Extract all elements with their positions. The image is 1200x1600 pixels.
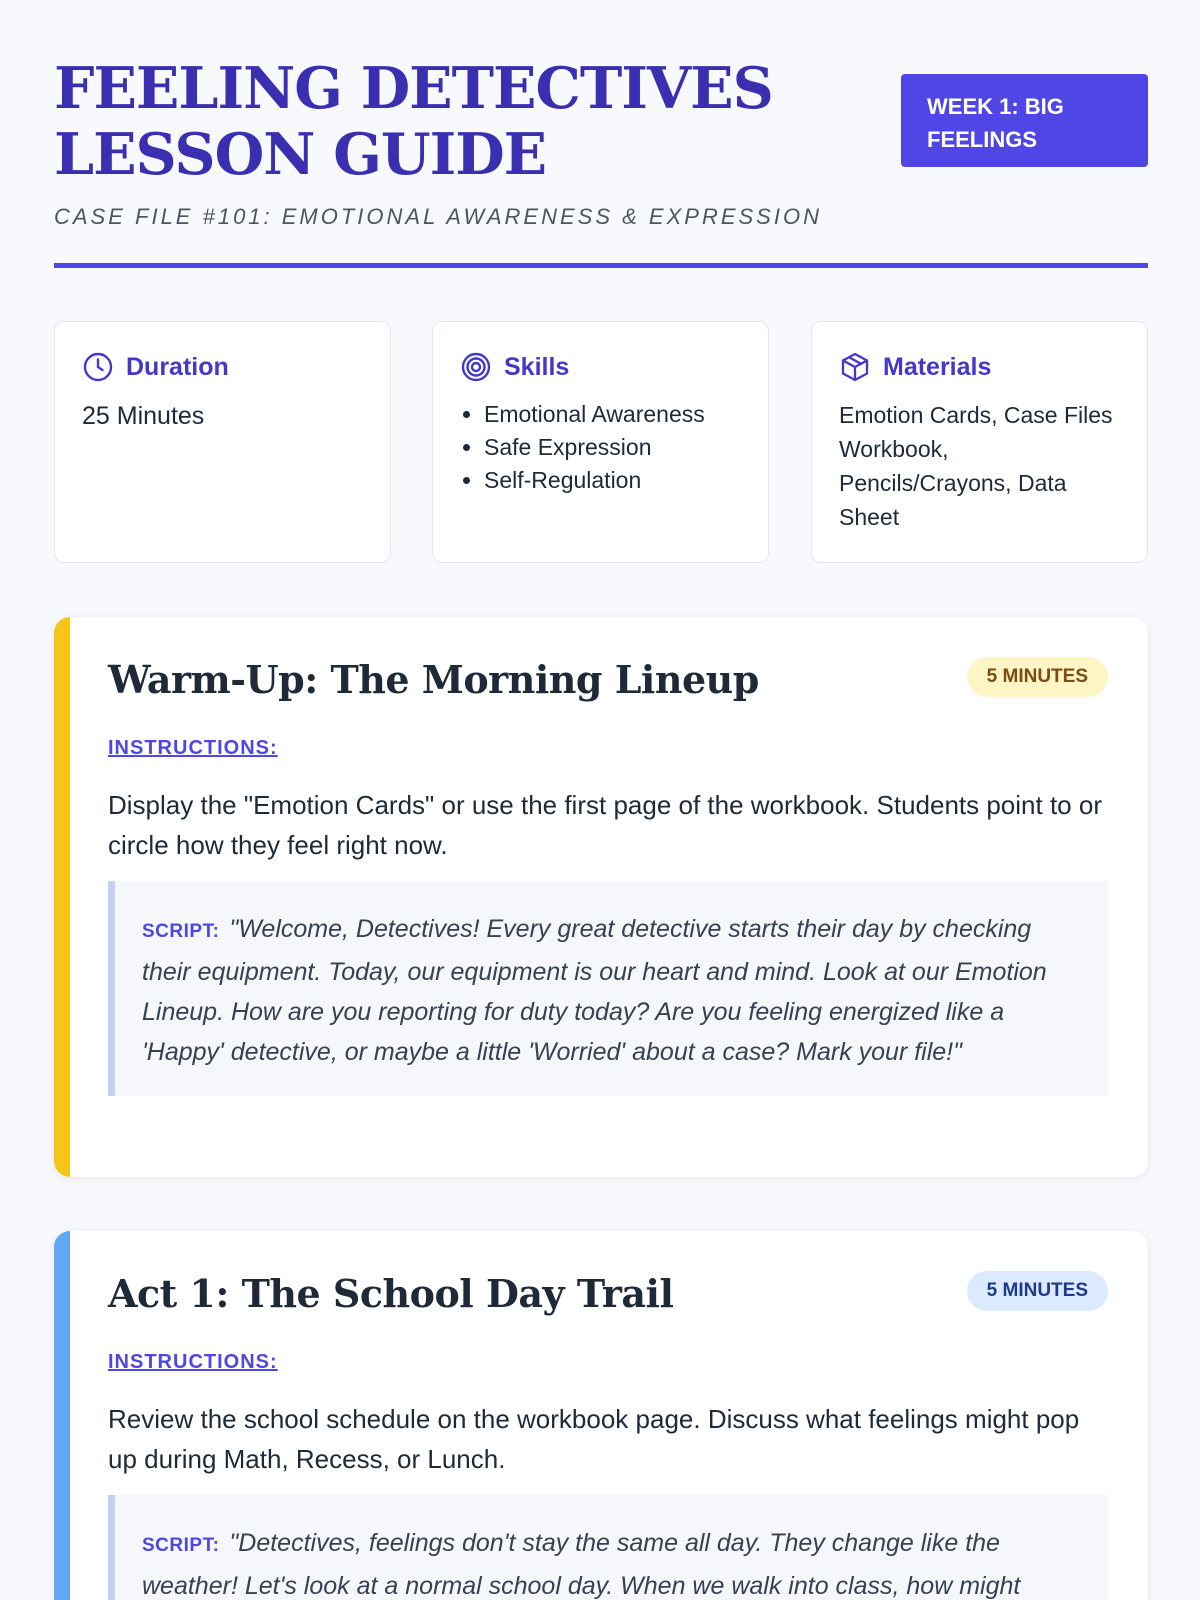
instructions-text: Review the school schedule on the workbook page. Discuss what feelings might pop up during Math, Recess, or Lunch.: [108, 1404, 1080, 1474]
activity-accent-bar: [54, 1231, 70, 1600]
script-text: "Welcome, Detectives! Every great detective starts their day by checking their equipment. Today, our equipment is our heart and mind. Look at our Emotion Lineup. How are you reporting for duty today? Are you feeling energized like a 'Happy' detective, or maybe a little 'Worried' about a case? Mark your file!": [142, 915, 1047, 1066]
skill-item: • Emotional Awareness: [484, 398, 741, 431]
skills-label: Skills: [504, 352, 570, 381]
materials-card: [811, 321, 1148, 563]
script-label: SCRIPT:: [142, 921, 220, 942]
duration-pill: 5 MINUTES: [967, 657, 1108, 697]
duration-label: Duration: [126, 352, 229, 381]
instructions-text: Display the "Emotion Cards" or use the first page of the workbook. Students point to or circle how they feel right now.: [108, 790, 1102, 860]
skills-card: [432, 321, 769, 563]
box-icon: [839, 351, 871, 383]
script-block: [108, 1495, 1108, 1600]
materials-value: Emotion Cards, Case Files Workbook, Pencils/Crayons, Data Sheet: [839, 402, 1113, 530]
skill-item: • Self-Regulation: [484, 464, 741, 497]
activity-card-act1: [54, 1231, 1148, 1600]
materials-heading: [839, 348, 1120, 386]
script-block: [108, 881, 1108, 1096]
page-subtitle: CASE FILE #101: EMOTIONAL AWARENESS & EXPRESSION: [54, 204, 822, 229]
script-text: "Detectives, feelings don't stay the same all day. They change like the weather! Let's look at a normal school day. When we walk into class, how might: [142, 1529, 1021, 1600]
script-label: SCRIPT:: [142, 1535, 220, 1556]
skills-list: [460, 398, 741, 497]
clock-icon: [82, 351, 114, 383]
page-title: FEELING DETECTIVES LESSON GUIDE: [54, 55, 773, 188]
duration-pill: 5 MINUTES: [967, 1271, 1108, 1311]
duration-card: [54, 321, 391, 563]
duration-heading: [82, 348, 363, 386]
week-badge: WEEK 1: BIG FEELINGS: [901, 74, 1148, 167]
duration-value: 25 Minutes: [82, 402, 205, 430]
instructions-label: INSTRUCTIONS:: [108, 1351, 278, 1373]
activity-card-warmup: [54, 617, 1148, 1177]
activity-title: Act 1: The School Day Trail: [108, 1271, 674, 1316]
page-header: [54, 0, 1148, 268]
activity-accent-bar: [54, 617, 70, 1177]
materials-label: Materials: [883, 352, 992, 381]
activity-title: Warm-Up: The Morning Lineup: [108, 657, 759, 702]
target-icon: [460, 351, 492, 383]
instructions-label: INSTRUCTIONS:: [108, 737, 278, 759]
info-row: [54, 321, 1148, 563]
skills-heading: [460, 348, 741, 386]
skill-item: • Safe Expression: [484, 431, 741, 464]
